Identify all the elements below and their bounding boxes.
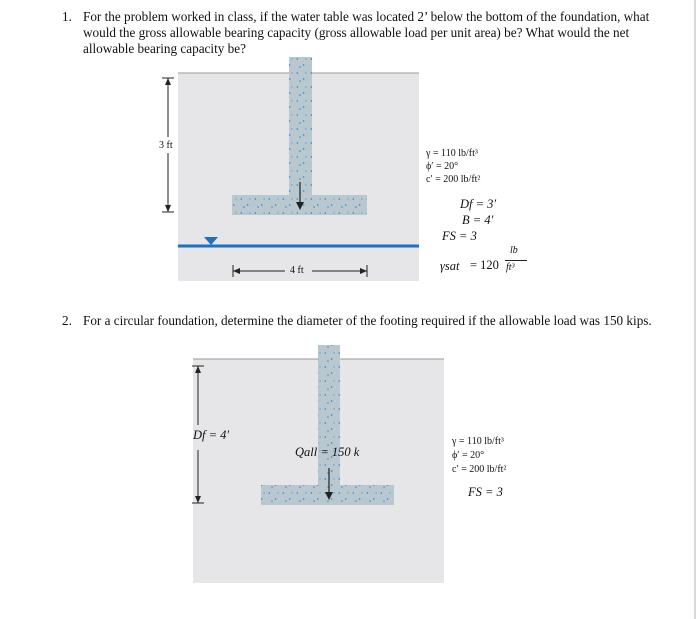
column-2 bbox=[318, 345, 340, 485]
q1-df: Df = 3′ bbox=[460, 197, 497, 211]
column-1 bbox=[289, 57, 312, 195]
q1-text: For the problem worked in class, if the water table was located 2’ below the bottom of the foundation, what would the gross allowable bearing capacity (gross allowable load per unit area) be? What would the net allowable bearing capacity be? bbox=[83, 9, 650, 56]
q1-friction-angle: ϕ′ = 20° bbox=[426, 161, 459, 172]
q1-b: B = 4′ bbox=[462, 213, 494, 227]
q2-load-label: Qall = 150 k bbox=[295, 445, 360, 459]
q2-unit-weight: γ = 110 lb/ft³ bbox=[452, 436, 504, 447]
width-label-4ft: 4 ft bbox=[290, 265, 304, 276]
q1-gamma-sat-unit-den: ft³ bbox=[506, 262, 515, 273]
q2-friction-angle: ϕ′ = 20° bbox=[452, 450, 485, 461]
q2-fs: FS = 3 bbox=[468, 485, 503, 499]
q1-gamma-sat-value: = 120 bbox=[470, 258, 499, 272]
fraction-bar bbox=[505, 260, 527, 261]
q1-unit-weight: γ = 110 lb/ft³ bbox=[426, 148, 478, 159]
q1-number: 1. bbox=[62, 9, 72, 24]
q1-fs: FS = 3 bbox=[442, 229, 477, 243]
q2-depth-label: Df = 4′ bbox=[193, 428, 230, 442]
depth-label-3ft: 3 ft bbox=[159, 140, 173, 151]
q2-number: 2. bbox=[62, 313, 72, 328]
q2-cohesion: c′ = 200 lb/ft² bbox=[452, 464, 507, 475]
q1-gamma-sat-unit-num: lb bbox=[510, 245, 518, 256]
q1-cohesion: c′ = 200 lb/ft² bbox=[426, 174, 481, 185]
q2-text: For a circular foundation, determine the diameter of the footing required if the allowable load was 150 kips. bbox=[83, 313, 652, 328]
q1-gamma-sat-symbol: γsat bbox=[440, 259, 460, 273]
